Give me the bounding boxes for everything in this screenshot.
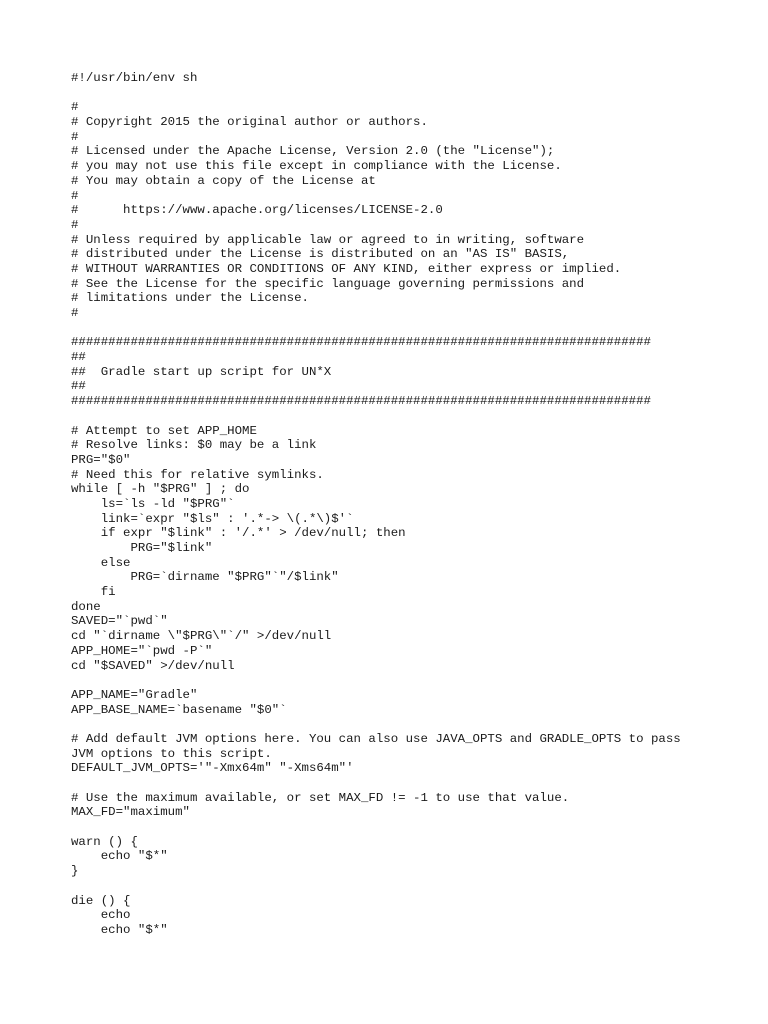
code-line: PRG="$link" — [71, 541, 213, 555]
code-line: APP_HOME="`pwd -P`" — [71, 643, 213, 658]
code-line: # — [71, 306, 79, 320]
code-line: # Use the maximum available, or set MAX_FD != -1 to use that value. — [71, 790, 570, 805]
code-line: ############################################################################## — [71, 335, 651, 350]
code-line: ls=`ls -ld "$PRG"` — [71, 496, 235, 511]
code-line: # WITHOUT WARRANTIES OR CONDITIONS OF ANY KIND, either express or implied. — [71, 261, 622, 276]
code-line: # Copyright 2015 the original author or authors. — [71, 115, 428, 130]
code-line — [71, 879, 681, 894]
code-line: # — [71, 188, 79, 203]
code-line — [71, 673, 681, 688]
code-line — [71, 717, 681, 732]
code-line: # — [71, 129, 79, 144]
code-line: DEFAULT_JVM_OPTS='"-Xmx64m" "-Xms64m"' — [71, 761, 354, 776]
code-line: link=`expr "$ls" : '.*-> \(.*\)$'` — [71, 511, 354, 526]
code-line: ## — [71, 379, 86, 394]
code-line: APP_BASE_NAME=`basename "$0"` — [71, 702, 287, 717]
code-line: #!/usr/bin/env sh — [71, 71, 198, 85]
code-line: # limitations under the License. — [71, 291, 309, 306]
code-line: die () { — [71, 893, 131, 908]
code-line: echo "$*" — [71, 922, 168, 937]
code-line: MAX_FD="maximum" — [71, 805, 190, 820]
code-line — [71, 820, 681, 835]
code-line: while [ -h "$PRG" ] ; do — [71, 482, 250, 497]
code-line — [71, 409, 681, 424]
code-line: APP_NAME="Gradle" — [71, 687, 198, 702]
code-line: ## Gradle start up script for UN*X — [71, 364, 332, 379]
code-line: # Attempt to set APP_HOME — [71, 423, 257, 438]
code-line: # — [71, 217, 79, 232]
code-line: SAVED="`pwd`" — [71, 614, 168, 629]
code-line: PRG=`dirname "$PRG"`"/$link" — [71, 570, 339, 585]
code-line — [71, 776, 681, 791]
code-line: # Unless required by applicable law or agreed to in writing, software — [71, 232, 585, 247]
code-line: done — [71, 599, 101, 614]
code-line: # you may not use this file except in compliance with the License. — [71, 159, 562, 174]
code-line: warn () { — [71, 834, 138, 849]
code-line — [71, 86, 681, 101]
code-line — [71, 321, 681, 336]
code-line: } — [71, 864, 79, 879]
code-line: # Resolve links: $0 may be a link — [71, 438, 317, 453]
code-line: # You may obtain a copy of the License at — [71, 173, 376, 188]
code-line: JVM options to this script. — [71, 746, 272, 761]
code-line: # distributed under the License is distributed on an "AS IS" BASIS, — [71, 247, 570, 262]
code-line: ############################################################################## — [71, 394, 651, 409]
code-line: cd "$SAVED" >/dev/null — [71, 658, 235, 673]
code-line: # Licensed under the Apache License, Version 2.0 (the "License"); — [71, 144, 555, 159]
code-line: ## — [71, 350, 86, 365]
code-line: PRG="$0" — [71, 452, 131, 467]
code-line: # — [71, 100, 79, 115]
code-line: fi — [71, 585, 116, 600]
code-line: # Add default JVM options here. You can also use JAVA_OPTS and GRADLE_OPTS to pass — [71, 731, 681, 746]
code-line: echo "$*" — [71, 849, 168, 864]
code-line: # Need this for relative symlinks. — [71, 467, 324, 482]
code-line: cd "`dirname \"$PRG\"`/" >/dev/null — [71, 629, 332, 644]
code-line: # https://www.apache.org/licenses/LICENSE-2.0 — [71, 203, 443, 218]
code-listing — [71, 71, 681, 938]
code-line: # See the License for the specific language governing permissions and — [71, 276, 585, 291]
code-line: if expr "$link" : '/.*' > /dev/null; then — [71, 526, 406, 541]
code-line: echo — [71, 908, 131, 923]
code-line: else — [71, 555, 131, 570]
